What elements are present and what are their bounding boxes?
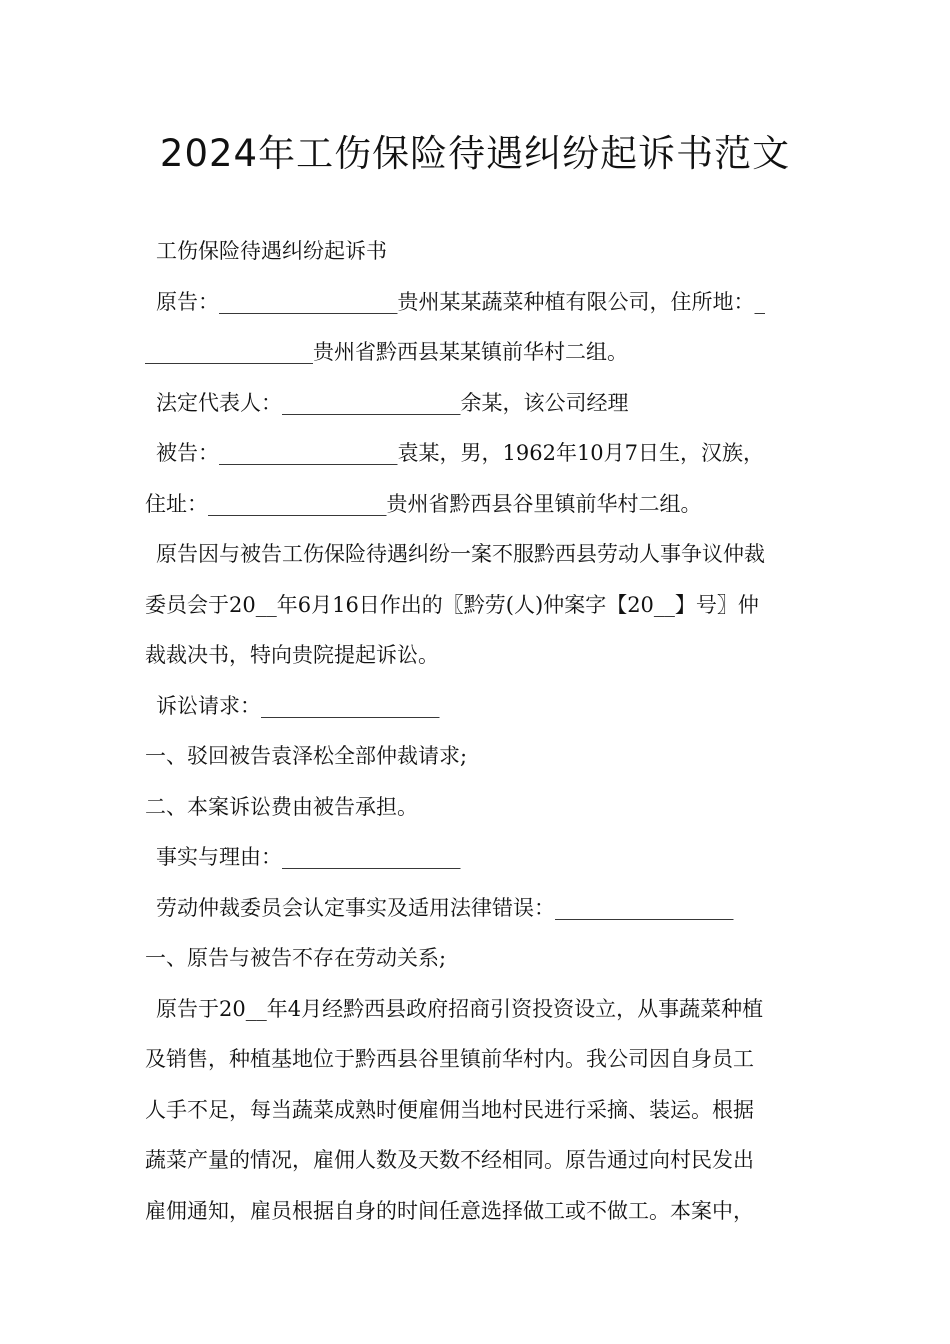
paragraph-line: 蔬菜产量的情况，雇佣人数及天数不经相同。原告通过向村民发出 [145,1148,754,1172]
paragraph-line: 原告：_________________贵州某某蔬菜种植有限公司，住所地：_ [156,289,765,314]
paragraph-line: 事实与理由：_________________ [156,845,461,869]
paragraph-line: 被告：_________________袁某，男，1962年10月7日生，汉族， [156,441,765,465]
paragraph-line: 劳动仲裁委员会认定事实及适用法律错误：_________________ [156,895,734,920]
paragraph-line: ________________贵州省黔西县某某镇前华村二组。 [145,340,628,364]
document-title: 2024年工伤保险待遇纠纷起诉书范文 [159,132,791,175]
paragraph-line: 及销售，种植基地位于黔西县谷里镇前华村内。我公司因自身员工 [145,1047,754,1071]
paragraph-line: 委员会于20__年6月16日作出的〖黔劳(人)仲案字【20__】号〗仲 [145,592,759,617]
paragraph-line: 工伤保险待遇纠纷起诉书 [156,239,387,263]
paragraph-line: 原告因与被告工伤保险待遇纠纷一案不服黔西县劳动人事争议仲裁 [156,542,765,566]
paragraph-line: 诉讼请求：_________________ [156,693,440,718]
paragraph-line: 法定代表人：_________________余某，该公司经理 [156,390,629,415]
paragraph-line: 二、本案诉讼费由被告承担。 [145,794,418,819]
paragraph-line: 一、驳回被告袁泽松全部仲裁请求; [145,744,468,768]
paragraph-line: 原告于20__年4月经黔西县政府招商引资投资设立，从事蔬菜种植 [156,996,764,1021]
paragraph-line: 一、原告与被告不存在劳动关系; [145,946,447,970]
paragraph-line: 裁裁决书，特向贵院提起诉讼。 [145,643,439,667]
document-body [145,226,811,1236]
paragraph-line: 住址：_________________贵州省黔西县谷里镇前华村二组。 [145,491,702,516]
paragraph-line: 人手不足，每当蔬菜成熟时便雇佣当地村民进行采摘、装运。根据 [145,1097,754,1122]
paragraph-line: 雇佣通知，雇员根据自身的时间任意选择做工或不做工。本案中， [145,1198,754,1223]
